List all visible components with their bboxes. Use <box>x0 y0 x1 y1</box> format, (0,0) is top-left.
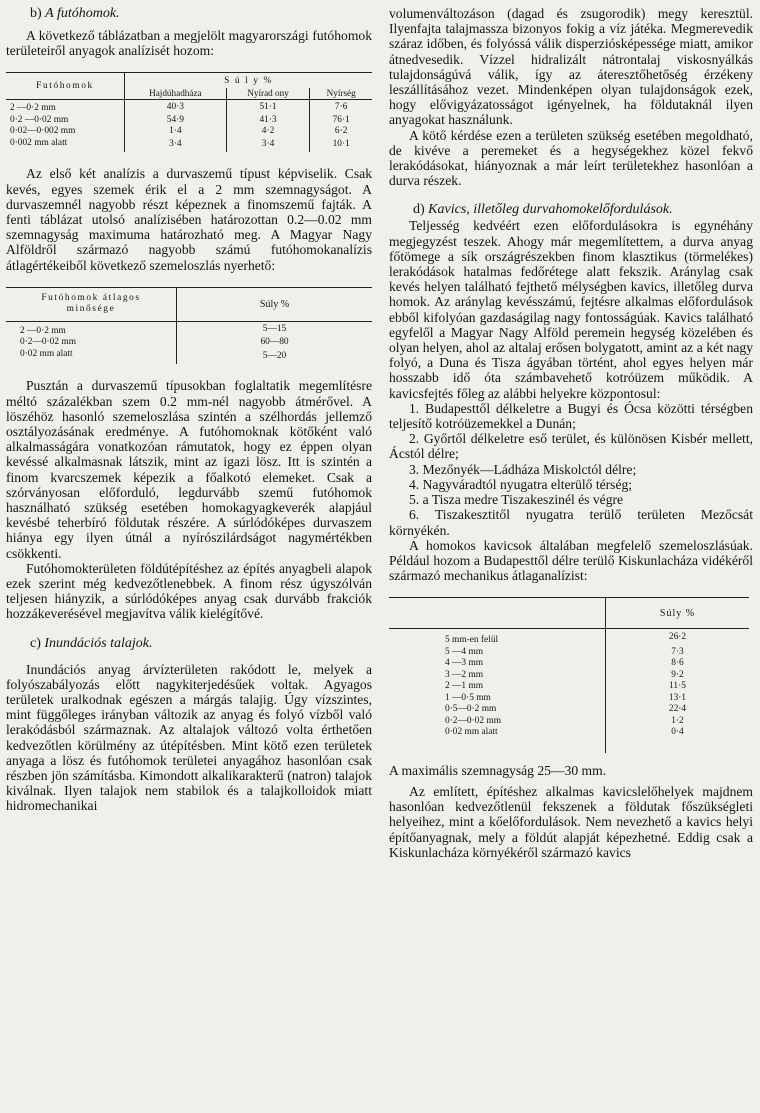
list-item: 5. a Tisza medre Tiszakeszinél és végre <box>409 492 624 508</box>
section-letter: d) <box>413 202 425 218</box>
table-row <box>6 100 372 115</box>
paragraph: Inundációs anyag árvízterületen rakódott le, melyek a folyószabályozás előtt nagykiterjedésűek voltak. Agyagos területek uralkodnak egészen a márgás talajig. Úgy vízszintes, mint függőleges irányban változik az anyag és folyó vízből való lerakódásból származnak. Az altalajok változó volta érthetően kedvezőtlen körülmény az útépítésben. Mint kötő ezen területek anyaga a lösz és futóhomok területei anyagához hasonlóan csak részben jön számításba. Kimondott alkalikarakterű (natron) talajok kiválnak. Ilyen talajok nem stabilok és a talajkolloidok miatt hidromechanikai <box>6 661 372 814</box>
table-row-header-line: minősége <box>66 304 116 315</box>
table-row <box>389 670 749 682</box>
list-item: 4. Nagyváradtól nyugatra elterülő térség; <box>409 476 633 492</box>
table-row-header: Futóhomok <box>6 73 125 100</box>
table-cell: 6·2 <box>334 126 348 137</box>
table-cell: 4·2 <box>226 126 310 138</box>
table-column-header: Nyírség <box>326 87 356 98</box>
list-item: 6. Tiszakesztitől nyugatra terülő területen Mezőcsát környékén. <box>389 507 753 538</box>
table-row-header <box>6 287 177 321</box>
section-letter: b) <box>30 6 42 21</box>
section-title: Inundációs talajok. <box>44 635 153 651</box>
table-cell: 3·4 <box>125 138 227 153</box>
table-cell: 41·3 <box>226 115 310 127</box>
list-item: 3. Mezőnyék—Ládháza Miskolctól délre; <box>409 461 637 477</box>
table-cell: 5—15 <box>262 323 287 334</box>
table-cell-label: 2 —0·2 mm <box>6 321 177 337</box>
right-column <box>389 6 753 860</box>
table-cell: 10·1 <box>332 139 350 150</box>
table-cell: 8·6 <box>671 658 684 669</box>
paragraph: A kötő kérdése ezen a területen szükség esetében megoldható, de kivéve a peremeket és a hegységekhez közel fekvő lerakódásokat, hiányoznak a már leírt területekhez hasonlóan a durva részek. <box>389 127 753 189</box>
paragraph: A következő táblázatban a megjelölt magyarországi futóhomok területeiről anyagok analízisét hozom: <box>6 28 372 59</box>
table-cell-label: 3 —2 mm <box>389 670 606 682</box>
table-column-header: Nyírad ony <box>226 88 310 100</box>
paragraph: Teljesség kedvéért ezen előfordulásokra is egynéhány megjegyzést teszek. Ahogy már megemlítettem, a durva anyag főtömege a sík országrészekben finom klasztikus (törmelékes) lerakódások hatalmas fedőrétege alatt fekszik. Aránylag csak kevés helyen található fejthető mélységben kavics, illetőleg durva homok. Az aránylag kevésszámú, fejtésre alkalmas előfordulások ebből kifolyóan gazdaságilag nagy fontosságúak. Kavics található egyfelől a Magyar Nagy Alföld peremein hegység közelében és olyan helyen, ahol az altalaj erősen bolygatott, amint az a két nagy folyó, a Duna és Tisza ágyában történt, ahol egyes helyen már hosszabb idő óta számbavehető kotróüzem működik. A kavicsfejtés főleg az alábbi helyekre központosul: <box>389 218 753 401</box>
table-futohomok-average <box>6 287 372 365</box>
table-column-header: Hajdúhadháza <box>125 88 227 100</box>
table-row <box>389 647 749 659</box>
table-row <box>389 658 749 670</box>
table-cell-label: 4 —3 mm <box>389 658 606 670</box>
paragraph: Futóhomokterületen földútépítéshez az építés anyagbeli alapok ezek szerint még kedvezőtlenebbek. A finom rész úgyszólván teljesen hiányzik, a súrlódóképes anyag csak durvább frakciók hozzákeverésével megjavítva válik kielégítővé. <box>6 560 372 622</box>
table-cell: 54·9 <box>125 115 227 127</box>
table-row-header-line: Futóhomok átlagos <box>41 292 141 303</box>
section-letter: c) <box>30 635 41 651</box>
location-list <box>389 401 753 538</box>
table-cell-label: 0·02 mm alatt <box>389 727 606 753</box>
left-column <box>6 6 372 814</box>
table-row <box>389 704 749 716</box>
table-cell-label: 2 —1 mm <box>389 681 606 693</box>
table-cell: 22·4 <box>668 704 687 715</box>
table-cell-label: 0·2—0·02 mm <box>6 337 177 349</box>
paragraph: A homokos kavicsok általában megfelelő szemeloszlásúak. Például hozom a Budapesttől délre terülő Kiskunlacháza vidékéről származó mechanikus átlaganalízist: <box>389 537 753 584</box>
table-row <box>389 693 749 705</box>
paragraph: Pusztán a durvaszemű típusokban foglaltatik megemlítésre méltó százalékban szem 0.2 mm-nél nagyobb átmérővel. A löszéhöz hasonló szemeloszlása szintén a szélhordás jellemző osztályozásának eredménye. A futóhomoknak kötőként való alkalmasságára vonatkozóan rámutatok, hogy ez éppen olyan kevéssé alkalmasnak látszik, mint az igazi lösz. Itt is szintén a finom kvarcszemek képezik a főalkotó elemeket. Csak a szórványosan előforduló, legdurvább szemű futóhomok használható szükség esetében homokagyagkeverék alapjául kevésbé teherbíró földutak részére. A súrlódóképes durvaszem hiánya egy ilyen útnál a nyírószilárdságot nagymértékben csökkenti. <box>6 378 372 561</box>
table-row <box>6 321 372 337</box>
table-cell: 7·6 <box>334 101 348 112</box>
table-cell-label: 5 mm-en felül <box>389 629 606 647</box>
table-column-header: Súly % <box>259 298 290 310</box>
table-cell: 76·1 <box>332 114 350 125</box>
table-row <box>6 349 372 365</box>
table-cell: 5—20 <box>262 350 287 361</box>
table-cell: 40·3 <box>125 100 227 115</box>
paragraph: Az első két analízis a durvaszemű típust képviselik. Csak kevés, egyes szemek érik el a 2 mm szemnagyságot. A durvaszemnél nagyobb részt képeznek a finomszemű fajták. A fenti táblázat utolsó analízisében határozottan 0.2—0.02 mm szemnagyság maximuma határozható meg. A Magyar Nagy Alföldről származó nagyobb számú futóhomokanalízis átlagértékeiből következő szemeloszlás nyerhető: <box>6 166 372 273</box>
table-cell: 1·4 <box>125 126 227 138</box>
table-group-header: S ú l y % <box>224 76 273 87</box>
table-cell: 60—80 <box>260 337 289 348</box>
table-row <box>389 727 749 753</box>
table-cell: 9·2 <box>671 669 684 680</box>
section-b-heading <box>30 6 372 22</box>
table-row <box>389 629 749 647</box>
table-kavics-analysis <box>389 597 749 753</box>
table-cell: 11·5 <box>669 681 686 692</box>
table-cell-label: 2 —0·2 mm <box>6 100 125 115</box>
section-c-heading <box>30 636 372 652</box>
table-cell: 3·4 <box>226 138 310 153</box>
table-row <box>6 126 372 138</box>
table-cell: 1·2 <box>671 715 684 726</box>
table-row <box>6 138 372 153</box>
table-futohomok-analysis <box>6 72 372 152</box>
paragraph: volumenváltozáson (dagad és zsugorodik) megy keresztül. Ilyenfajta talajmassza bizonyos fokig a víz játéka. Megmerevedik száraz időben, és folyóssá válik disperziósképessége miatt, amikor átnedvesedik. Vízzel hidralizált nátrontalaj viskosnyálkás tulajdonságúvá válik, így az áteresztőhetőség érzékeny leszállításához vezet. Mindenképen olyan tulajdonságok ezek, hogy elővigyázatosságot igényelnek, ha földutaknál ilyen anyagokat használunk. <box>389 6 753 128</box>
list-item: 2. Győrtől délkeletre eső terület, és különösen Kisbér mellett, Ácstól délre; <box>389 431 753 462</box>
table-cell-label: 0·02 mm alatt <box>6 349 177 365</box>
table-cell: 7·3 <box>671 646 684 657</box>
table-cell: 13·1 <box>668 692 687 703</box>
section-title: Kavics, illetőleg durvahomokelőfordulások. <box>428 202 673 218</box>
table-row <box>389 681 749 693</box>
table-cell-label: 1 —0·5 mm <box>389 693 606 705</box>
table-cell: 51·1 <box>226 100 310 115</box>
section-title: A futóhomok. <box>45 6 120 21</box>
table-empty-header <box>389 598 606 629</box>
table-cell: 26·2 <box>668 632 687 643</box>
table-row <box>389 716 749 728</box>
table-row <box>6 115 372 127</box>
table-cell-label: 5 —4 mm <box>389 647 606 659</box>
table-cell-label: 0·5—0·2 mm <box>389 704 606 716</box>
table-cell-label: 0·2—0·02 mm <box>389 716 606 728</box>
table-row <box>6 337 372 349</box>
table-cell: 0·4 <box>671 727 684 738</box>
section-d-heading <box>413 202 753 218</box>
paragraph: A maximális szemnagyság 25—30 mm. <box>389 762 607 778</box>
table-column-header: Súly % <box>659 607 696 619</box>
table-cell-label: 0·002 mm alatt <box>6 138 125 153</box>
table-cell-label: 0·02—0·002 mm <box>6 126 125 138</box>
table-cell-label: 0·2 —0·02 mm <box>6 115 125 127</box>
paragraph: Az említett, építéshez alkalmas kavicslelőhelyek majdnem hasonlóan kedvezőtlenül fekszenek a földutak főszükségleti helyeihez, mint a kőelőfordulások. Nem nevezhető a kavics helyi építőanyagnak, mely a földút alapját képezhetné. Eddig csak a Kiskunlacháza környékéről származó kavics <box>389 784 753 860</box>
list-item: 1. Budapesttől délkeletre a Bugyi és Ócsa közötti térségben teljesítő kotróüzemekkel a Dunán; <box>389 400 753 432</box>
